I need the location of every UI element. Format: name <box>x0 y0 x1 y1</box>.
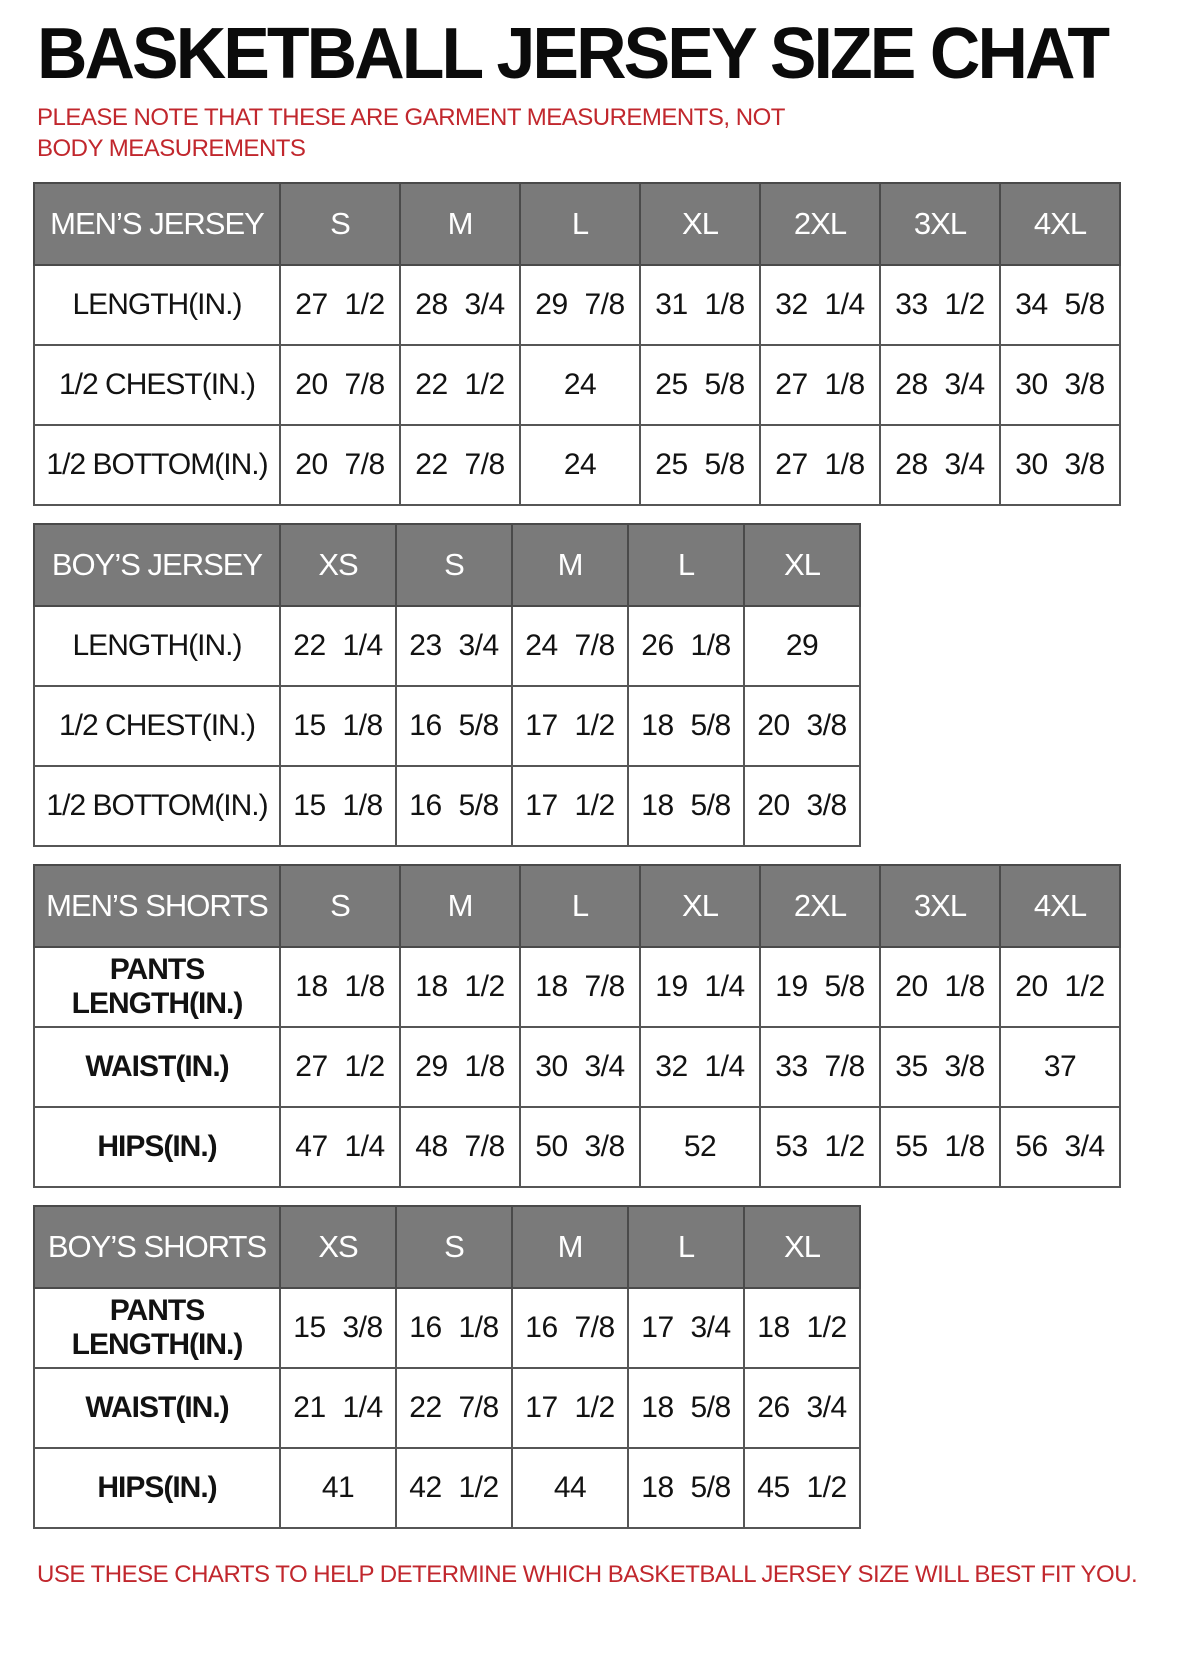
boys-jersey-size-header: M <box>512 524 628 606</box>
mens-jersey-measurement-value: 30 3/8 <box>1000 425 1120 505</box>
mens-shorts-table <box>33 864 1121 1188</box>
mens-jersey-measurement-value: 24 <box>520 425 640 505</box>
mens-shorts-size-header: 4XL <box>1000 865 1120 947</box>
boys-shorts-measurement-value: 16 7/8 <box>512 1288 628 1368</box>
boys-shorts-size-header: XL <box>744 1206 860 1288</box>
mens-jersey-measurement-value: 27 1/8 <box>760 345 880 425</box>
mens-shorts-measurement-value: 27 1/2 <box>280 1027 400 1107</box>
boys-shorts-row-label: HIPS(IN.) <box>34 1448 280 1528</box>
mens-shorts-row-label: WAIST(IN.) <box>34 1027 280 1107</box>
mens-shorts-measurement-value: 20 1/2 <box>1000 947 1120 1027</box>
boys-jersey-data-row <box>34 766 860 846</box>
garment-measurement-note: PLEASE NOTE THAT THESE ARE GARMENT MEASUREMENTS, NOT BODY MEASUREMENTS <box>37 104 785 163</box>
boys-shorts-measurement-value: 41 <box>280 1448 396 1528</box>
boys-shorts-data-row <box>34 1368 860 1448</box>
mens-shorts-measurement-value: 18 1/8 <box>280 947 400 1027</box>
mens-jersey-title-cell: MEN’S JERSEY <box>34 183 280 265</box>
mens-jersey-size-header: XL <box>640 183 760 265</box>
mens-shorts-size-header: M <box>400 865 520 947</box>
boys-jersey-measurement-value: 15 1/8 <box>280 686 396 766</box>
mens-jersey-measurement-value: 22 7/8 <box>400 425 520 505</box>
boys-jersey-measurement-value: 22 1/4 <box>280 606 396 686</box>
boys-shorts-row-label: PANTS LENGTH(IN.) <box>34 1288 280 1368</box>
mens-jersey-row-label: 1/2 CHEST(IN.) <box>34 345 280 425</box>
mens-jersey-measurement-value: 20 7/8 <box>280 425 400 505</box>
boys-jersey-size-header: XL <box>744 524 860 606</box>
mens-jersey-data-row <box>34 345 1120 425</box>
boys-jersey-measurement-value: 18 5/8 <box>628 686 744 766</box>
boys-jersey-measurement-value: 29 <box>744 606 860 686</box>
mens-jersey-data-row <box>34 425 1120 505</box>
mens-jersey-header-row <box>34 183 1120 265</box>
boys-shorts-size-header: M <box>512 1206 628 1288</box>
mens-shorts-measurement-value: 37 <box>1000 1027 1120 1107</box>
mens-jersey-measurement-value: 30 3/8 <box>1000 345 1120 425</box>
mens-shorts-measurement-value: 30 3/4 <box>520 1027 640 1107</box>
boys-jersey-title-cell: BOY’S JERSEY <box>34 524 280 606</box>
boys-shorts-title-cell: BOY’S SHORTS <box>34 1206 280 1288</box>
mens-jersey-measurement-value: 25 5/8 <box>640 425 760 505</box>
mens-jersey-table <box>33 182 1121 506</box>
boys-jersey-row-label: LENGTH(IN.) <box>34 606 280 686</box>
boys-shorts-measurement-value: 16 1/8 <box>396 1288 512 1368</box>
boys-jersey-measurement-value: 26 1/8 <box>628 606 744 686</box>
boys-shorts-measurement-value: 17 1/2 <box>512 1368 628 1448</box>
mens-shorts-measurement-value: 50 3/8 <box>520 1107 640 1187</box>
boys-jersey-size-header: L <box>628 524 744 606</box>
boys-jersey-measurement-value: 20 3/8 <box>744 766 860 846</box>
size-tables-container <box>33 182 1200 1529</box>
mens-shorts-measurement-value: 33 7/8 <box>760 1027 880 1107</box>
boys-shorts-measurement-value: 18 5/8 <box>628 1448 744 1528</box>
mens-shorts-data-row <box>34 1027 1120 1107</box>
mens-shorts-size-header: S <box>280 865 400 947</box>
boys-jersey-data-row <box>34 686 860 766</box>
mens-jersey-row-label: 1/2 BOTTOM(IN.) <box>34 425 280 505</box>
boys-jersey-header-row <box>34 524 860 606</box>
boys-shorts-size-header: XS <box>280 1206 396 1288</box>
mens-shorts-measurement-value: 47 1/4 <box>280 1107 400 1187</box>
boys-jersey-measurement-value: 15 1/8 <box>280 766 396 846</box>
mens-shorts-measurement-value: 56 3/4 <box>1000 1107 1120 1187</box>
mens-jersey-measurement-value: 25 5/8 <box>640 345 760 425</box>
mens-jersey-row-label: LENGTH(IN.) <box>34 265 280 345</box>
mens-shorts-measurement-value: 52 <box>640 1107 760 1187</box>
boys-jersey-measurement-value: 16 5/8 <box>396 686 512 766</box>
mens-jersey-measurement-value: 22 1/2 <box>400 345 520 425</box>
page-title: BASKETBALL JERSEY SIZE CHAT <box>37 14 1108 94</box>
boys-jersey-size-header: XS <box>280 524 396 606</box>
mens-jersey-data-row <box>34 265 1120 345</box>
boys-shorts-measurement-value: 44 <box>512 1448 628 1528</box>
boys-shorts-size-header: L <box>628 1206 744 1288</box>
mens-jersey-measurement-value: 29 7/8 <box>520 265 640 345</box>
mens-shorts-size-header: 3XL <box>880 865 1000 947</box>
boys-shorts-measurement-value: 15 3/8 <box>280 1288 396 1368</box>
mens-shorts-size-header: L <box>520 865 640 947</box>
mens-shorts-measurement-value: 20 1/8 <box>880 947 1000 1027</box>
boys-shorts-measurement-value: 21 1/4 <box>280 1368 396 1448</box>
mens-shorts-measurement-value: 53 1/2 <box>760 1107 880 1187</box>
boys-jersey-row-label: 1/2 BOTTOM(IN.) <box>34 766 280 846</box>
mens-shorts-row-label: PANTS LENGTH(IN.) <box>34 947 280 1027</box>
mens-jersey-measurement-value: 31 1/8 <box>640 265 760 345</box>
mens-shorts-measurement-value: 48 7/8 <box>400 1107 520 1187</box>
mens-shorts-measurement-value: 18 1/2 <box>400 947 520 1027</box>
mens-jersey-size-header: L <box>520 183 640 265</box>
mens-jersey-measurement-value: 34 5/8 <box>1000 265 1120 345</box>
boys-shorts-row-label: WAIST(IN.) <box>34 1368 280 1448</box>
boys-shorts-measurement-value: 22 7/8 <box>396 1368 512 1448</box>
boys-shorts-measurement-value: 18 1/2 <box>744 1288 860 1368</box>
boys-jersey-measurement-value: 17 1/2 <box>512 686 628 766</box>
mens-shorts-measurement-value: 35 3/8 <box>880 1027 1000 1107</box>
boys-shorts-measurement-value: 26 3/4 <box>744 1368 860 1448</box>
mens-shorts-measurement-value: 18 7/8 <box>520 947 640 1027</box>
mens-jersey-measurement-value: 27 1/8 <box>760 425 880 505</box>
mens-jersey-measurement-value: 28 3/4 <box>880 425 1000 505</box>
boys-shorts-header-row <box>34 1206 860 1288</box>
mens-shorts-header-row <box>34 865 1120 947</box>
mens-shorts-row-label: HIPS(IN.) <box>34 1107 280 1187</box>
boys-shorts-measurement-value: 17 3/4 <box>628 1288 744 1368</box>
mens-jersey-size-header: S <box>280 183 400 265</box>
boys-jersey-measurement-value: 20 3/8 <box>744 686 860 766</box>
mens-jersey-measurement-value: 20 7/8 <box>280 345 400 425</box>
mens-shorts-size-header: XL <box>640 865 760 947</box>
mens-jersey-measurement-value: 27 1/2 <box>280 265 400 345</box>
mens-shorts-title-cell: MEN’S SHORTS <box>34 865 280 947</box>
mens-shorts-data-row <box>34 1107 1120 1187</box>
boys-shorts-data-row <box>34 1288 860 1368</box>
mens-shorts-measurement-value: 32 1/4 <box>640 1027 760 1107</box>
mens-jersey-size-header: M <box>400 183 520 265</box>
mens-jersey-measurement-value: 28 3/4 <box>880 345 1000 425</box>
boys-shorts-table <box>33 1205 861 1529</box>
mens-shorts-measurement-value: 19 5/8 <box>760 947 880 1027</box>
boys-shorts-measurement-value: 45 1/2 <box>744 1448 860 1528</box>
mens-jersey-measurement-value: 32 1/4 <box>760 265 880 345</box>
boys-jersey-size-header: S <box>396 524 512 606</box>
mens-jersey-measurement-value: 28 3/4 <box>400 265 520 345</box>
boys-shorts-data-row <box>34 1448 860 1528</box>
boys-jersey-table <box>33 523 861 847</box>
mens-shorts-measurement-value: 55 1/8 <box>880 1107 1000 1187</box>
mens-shorts-measurement-value: 19 1/4 <box>640 947 760 1027</box>
mens-shorts-data-row <box>34 947 1120 1027</box>
boys-shorts-measurement-value: 42 1/2 <box>396 1448 512 1528</box>
mens-shorts-size-header: 2XL <box>760 865 880 947</box>
mens-jersey-size-header: 4XL <box>1000 183 1120 265</box>
boys-jersey-row-label: 1/2 CHEST(IN.) <box>34 686 280 766</box>
boys-shorts-size-header: S <box>396 1206 512 1288</box>
boys-jersey-measurement-value: 24 7/8 <box>512 606 628 686</box>
boys-jersey-measurement-value: 16 5/8 <box>396 766 512 846</box>
mens-shorts-measurement-value: 29 1/8 <box>400 1027 520 1107</box>
mens-jersey-size-header: 3XL <box>880 183 1000 265</box>
boys-jersey-data-row <box>34 606 860 686</box>
boys-jersey-measurement-value: 18 5/8 <box>628 766 744 846</box>
boys-jersey-measurement-value: 23 3/4 <box>396 606 512 686</box>
boys-shorts-measurement-value: 18 5/8 <box>628 1368 744 1448</box>
mens-jersey-size-header: 2XL <box>760 183 880 265</box>
mens-jersey-measurement-value: 33 1/2 <box>880 265 1000 345</box>
boys-jersey-measurement-value: 17 1/2 <box>512 766 628 846</box>
mens-jersey-measurement-value: 24 <box>520 345 640 425</box>
fit-advice-note: USE THESE CHARTS TO HELP DETERMINE WHICH BASKETBALL JERSEY SIZE WILL BEST FIT YOU. <box>37 1561 1138 1589</box>
